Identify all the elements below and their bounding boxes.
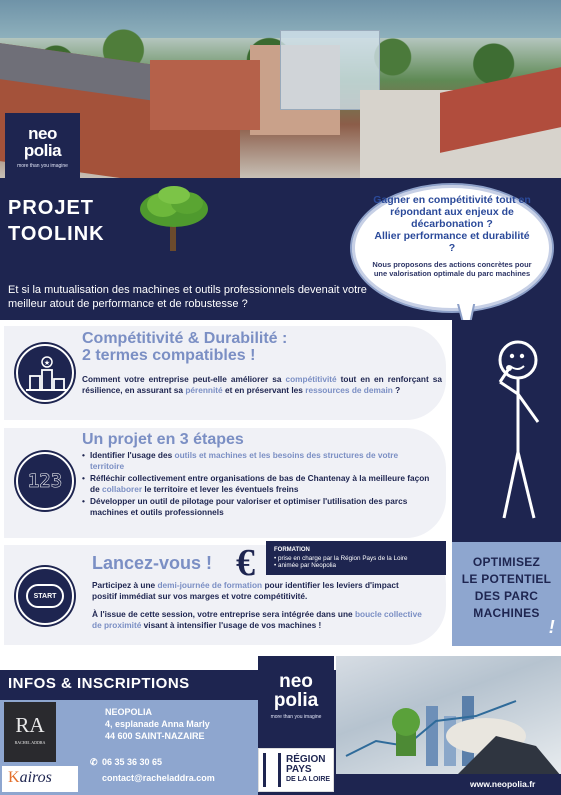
region-pays-de-la-loire-logo: RÉGION PAYS DE LA LOIRE — [258, 748, 334, 792]
optimise-banner: OPTIMISEZ LE POTENTIEL DES PARC MACHINES ! — [452, 542, 561, 646]
project-title: PROJET TOOLINK — [8, 197, 105, 245]
rachel-addra-logo: RA RACHEL ADDRA — [4, 702, 56, 762]
card3-paragraph-1: Participez à une demi-journée de formation pour identifier les leviers d'impact positif immédiat sur vos marges et votre compétitivité. — [92, 580, 399, 601]
list-item: • Identifier l'usage des outils et machines et les besoins des structures de votre territoire — [82, 450, 434, 471]
list-item: • Réfléchir collectivement entre organisations de bas de Chantenay à la meilleure façon de collaborer le territoire et lever les éventuels freins — [82, 473, 434, 494]
svg-text:★: ★ — [43, 359, 51, 367]
phone-number[interactable]: 06 35 36 30 65 — [102, 757, 163, 767]
email-link[interactable]: contact@racheladdra.com — [102, 773, 215, 783]
card3-paragraph-2: À l'issue de cette session, votre entreprise sera intégrée dans une boucle collective de proximité visant à intensifier l'usage de vos machines ! — [92, 609, 422, 630]
contact-block — [90, 754, 215, 786]
card1-title: Compétitivité & Durabilité : 2 termes compatibles ! — [82, 330, 288, 364]
infos-heading: INFOS & INSCRIPTIONS — [8, 675, 190, 692]
etapes-card — [4, 428, 446, 538]
start-icon: START — [16, 567, 74, 625]
competitivite-card — [4, 326, 446, 420]
numbers-123-icon: 123 — [16, 452, 74, 510]
neopolia-logo: neo polia more than you imagine — [5, 113, 80, 178]
card1-text: Comment votre entreprise peut-elle améliorer sa compétitivité tout en en renforçant sa résilience, en assurant sa pérennité et en préservant les ressources de demain ? — [82, 374, 442, 395]
card2-title: Un projet en 3 étapes — [82, 431, 244, 448]
intro-text: Et si la mutualisation des machines et outils professionnels devenait votre meilleur atout de performance et de robustesse ? — [8, 284, 367, 310]
card3-title: Lancez-vous ! — [92, 553, 213, 573]
phone-icon: ✆ — [90, 757, 98, 767]
stick-figure-illustration — [478, 322, 550, 532]
speech-bubble: Gagner en compétitivité tout en répondant aux enjeux de décarbonation ? Allier performance et durabilité ? Nous proposons des actions concrètes pour une valorisation optimale du parc machines — [350, 183, 554, 313]
kairos-logo: Kairos — [2, 766, 78, 792]
website-link[interactable]: www.neopolia.fr — [470, 779, 536, 789]
formation-box: FORMATION • prise en charge par la Région Pays de la Loire • animée par Neopolia — [266, 541, 446, 575]
podium-icon — [16, 344, 74, 402]
tree-icon — [135, 183, 213, 253]
business-photo — [336, 656, 561, 774]
steps-list — [82, 450, 434, 519]
list-item: • Développer un outil de pilotage pour valoriser et optimiser l'utilisation des parcs machines et outils professionnels — [82, 496, 434, 517]
neopolia-logo-footer: neo polia more than you imagine — [258, 656, 334, 732]
lancez-vous-card — [4, 542, 446, 645]
hero-aerial-photo — [0, 0, 561, 178]
euro-icon: € — [236, 542, 255, 584]
address-block: NEOPOLIA 4, esplanade Anna Marly 44 600 SAINT-NAZAIRE — [105, 707, 210, 741]
